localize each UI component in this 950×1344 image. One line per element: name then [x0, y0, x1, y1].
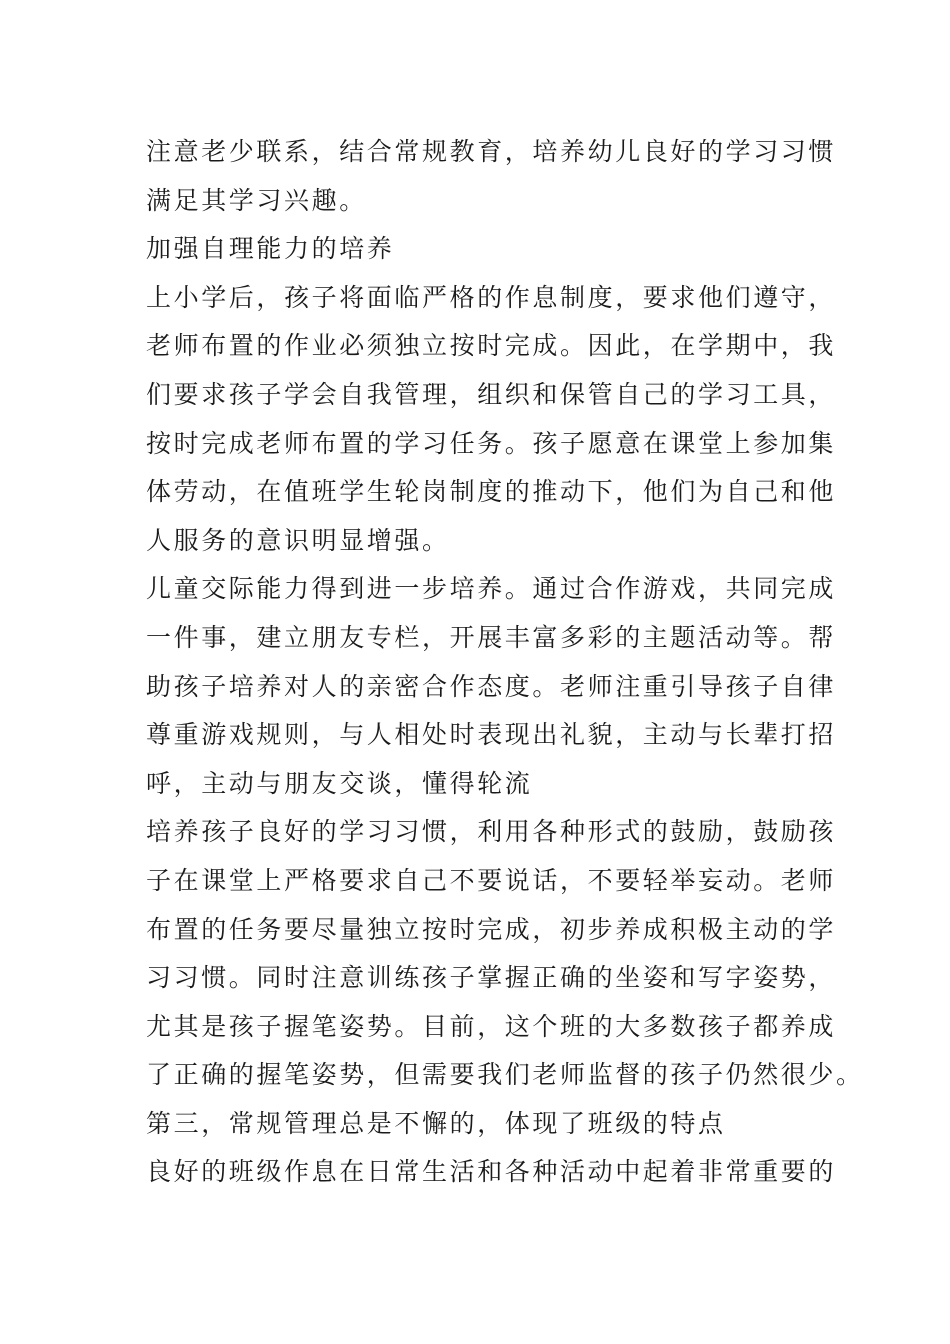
text-line: 布置的任务要尽量独立按时完成，初步养成积极主动的学 — [146, 914, 837, 944]
text-line: 人服务的意识明显增强。 — [146, 525, 450, 555]
text-line: 助孩子培养对人的亲密合作态度。老师注重引导孩子自律 — [146, 671, 837, 701]
text-line: 培养孩子良好的学习习惯，利用各种形式的鼓励，鼓励孩 — [146, 817, 837, 847]
text-line: 体劳动，在值班学生轮岗制度的推动下，他们为自己和他 — [146, 477, 837, 507]
text-line: 注意老少联系，结合常规教育，培养幼儿良好的学习习惯 — [146, 137, 837, 166]
text-line: 了正确的握笔姿势，但需要我们老师监督的孩子仍然很少。 — [146, 1060, 864, 1090]
section-heading: 第三，常规管理总是不懈的，体现了班级的特点 — [146, 1108, 726, 1138]
text-line: 习习惯。同时注意训练孩子掌握正确的坐姿和写字姿势， — [146, 963, 837, 993]
text-line: 子在课堂上严格要求自己不要说话，不要轻举妄动。老师 — [146, 865, 837, 895]
section-heading: 加强自理能力的培养 — [146, 234, 395, 264]
text-line: 按时完成老师布置的学习任务。孩子愿意在课堂上参加集 — [146, 428, 837, 458]
text-line: 尊重游戏规则，与人相处时表现出礼貌，主动与长辈打招 — [146, 720, 837, 750]
text-line: 呼，主动与朋友交谈，懂得轮流 — [146, 768, 533, 798]
text-line: 老师布置的作业必须独立按时完成。因此，在学期中，我 — [146, 331, 837, 361]
document-body — [146, 128, 864, 1197]
text-line: 良好的班级作息在日常生活和各种活动中起着非常重要的 — [146, 1157, 837, 1187]
text-line: 上小学后，孩子将面临严格的作息制度，要求他们遵守， — [146, 282, 837, 312]
text-line: 儿童交际能力得到进一步培养。通过合作游戏，共同完成 — [146, 574, 837, 604]
text-line: 们要求孩子学会自我管理，组织和保管自己的学习工具， — [146, 379, 837, 409]
text-line: 一件事，建立朋友专栏，开展丰富多彩的主题活动等。帮 — [146, 622, 837, 652]
text-line: 尤其是孩子握笔姿势。目前，这个班的大多数孩子都养成 — [146, 1011, 837, 1041]
text-line: 满足其学习兴趣。 — [146, 185, 367, 215]
